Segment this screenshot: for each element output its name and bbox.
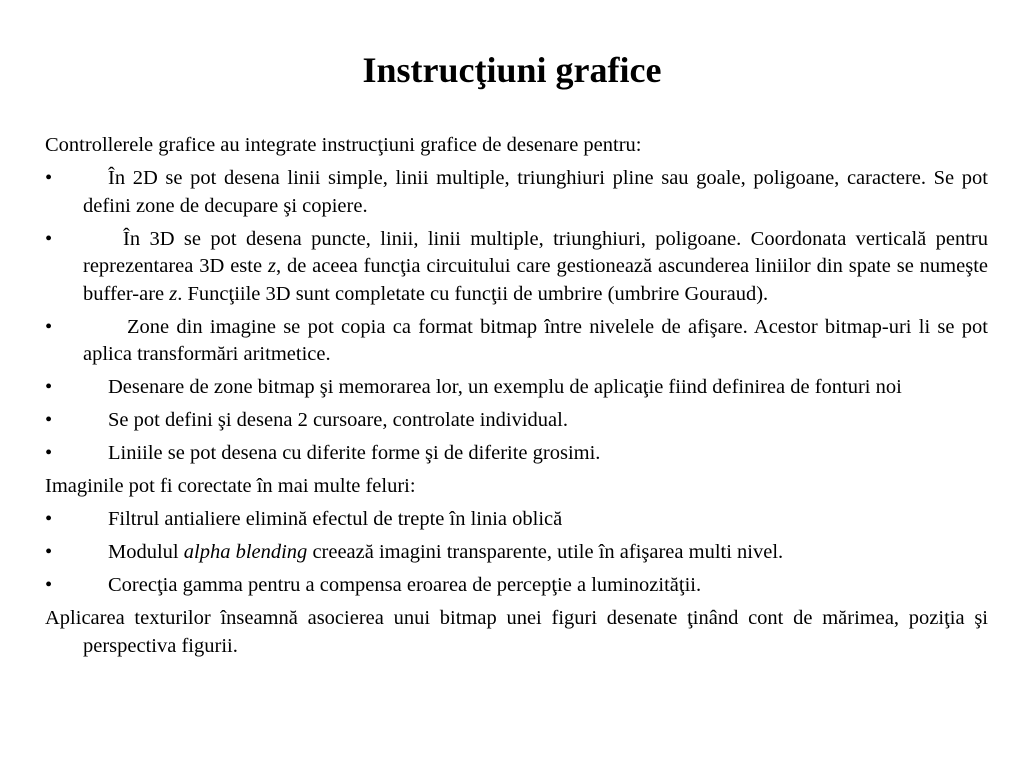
bullet-icon: • [45,376,53,398]
bullet-icon: • [45,541,53,563]
list-item [45,407,988,435]
list-item-text: Corecţia gamma pentru a compensa eroarea de percepţie a luminozităţii. [108,574,702,596]
list-item [45,226,988,309]
variable-z: z [169,282,178,305]
list-item [45,506,988,534]
list-item-text: Zone din imagine se pot copia ca format bitmap între nivelele de afişare. Acestor bitmap-uri li se pot aplica transformări aritmetice. [83,315,988,365]
list-item-text: Se pot defini şi desena 2 cursoare, controlate individual. [108,409,568,431]
list-item-text: Modulul [108,541,184,563]
bullet-icon: • [45,442,53,464]
list-item [45,314,988,369]
correction-intro-paragraph: Imaginile pot fi corectate în mai multe feluri: [45,475,416,497]
italic-term: alpha blending [183,541,308,563]
list-item-text: Desenare de zone bitmap şi memorarea lor, un exemplu de aplicaţie fiind definirea de fonturi noi [108,376,902,398]
bullet-icon: • [45,508,53,530]
slide-title: Instrucţiuni grafice [362,50,662,90]
bullet-icon: • [45,167,53,189]
list-item [45,374,988,402]
list-item [45,539,988,567]
bullet-icon: • [45,409,53,431]
list-item [45,165,988,220]
list-item-text: În 2D se pot desena linii simple, linii multiple, triunghiuri pline sau goale, poligoane, caractere. Se pot defini zone de decupare şi copiere. [83,167,988,217]
slide-body [45,132,988,666]
variable-z: z [267,255,276,277]
bullet-icon: • [45,574,53,596]
list-item-text: . Funcţiile 3D sunt completate cu funcţii de umbrire (umbrire Gouraud). [177,282,769,305]
list-item-text: , de aceea funcţia circuitului care gestionează ascunderea liniilor din spate se numeşte buffer-are [83,255,988,305]
closing-paragraph: Aplicarea texturilor înseamnă asocierea unui bitmap unei figuri desenate ţinând cont de mărimea, poziţia şi perspectiva figurii. [45,607,988,657]
bullet-icon: • [45,227,53,250]
intro-paragraph: Controllerele grafice au integrate instrucţiuni grafice de desenare pentru: [45,134,642,156]
bullet-icon: • [45,315,53,338]
list-item [45,440,988,468]
list-item [45,572,988,600]
list-item-text: În 3D se pot desena puncte, linii, linii multiple, triunghiuri, poligoane. Coordonata verticală pentru reprezentarea 3D este [83,227,988,277]
list-item-text: creează imagini transparente, utile în afişarea multi nivel. [307,541,784,563]
list-item-text: Liniile se pot desena cu diferite forme şi de diferite grosimi. [108,442,601,464]
list-item-text: Filtrul antialiere elimină efectul de trepte în linia oblică [108,508,563,530]
